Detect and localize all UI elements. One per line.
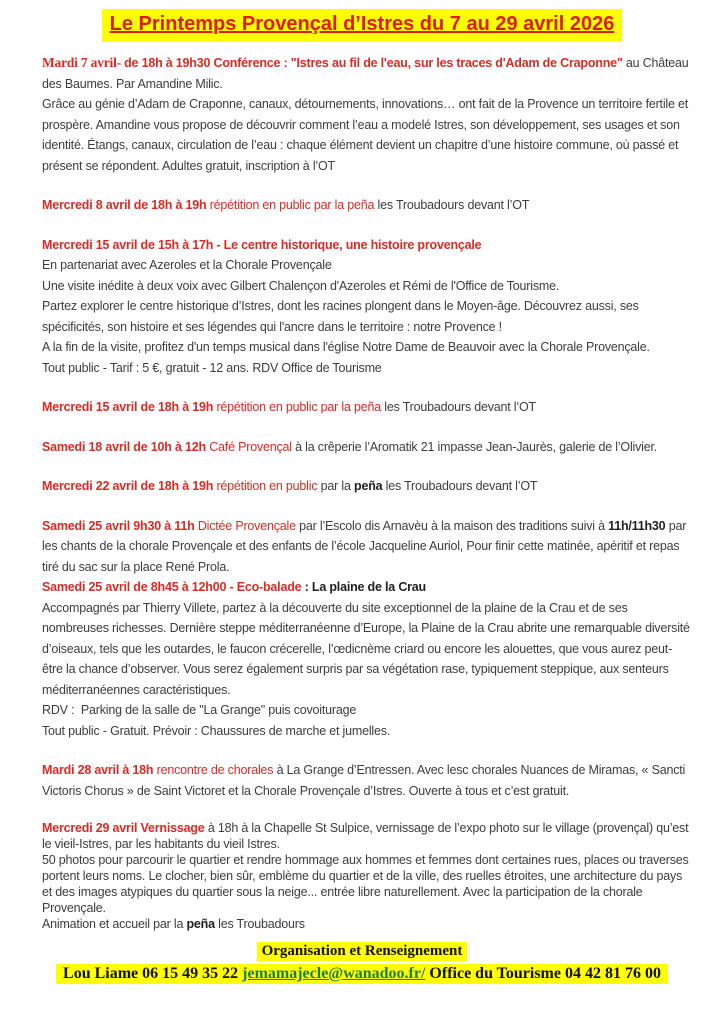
event-centre-historique-15-avril-text: Mercredi 15 avril de 15h à 17h - Le centre historique, une histoire provençale <box>42 237 482 252</box>
event-repetition-22-avril-text: Mercredi 22 avril de 18h à 19h <box>42 479 217 493</box>
event-repetition-8-avril-text: Mercredi 8 avril de 18h à 19h <box>42 198 210 212</box>
event-dictee-eco-balade-25-avril-text: 11h/11h30 <box>608 518 666 533</box>
event-vernissage-29-avril-text: les Troubadours <box>214 917 305 931</box>
event-repetition-15-avril-text: les Troubadours devant l’OT <box>384 400 536 414</box>
event-centre-historique-15-avril-text: Tout public - Tarif : 5 €, gratuit - 12 ans. RDV Office de Tourisme <box>42 360 382 375</box>
event-dictee-eco-balade-25-avril-text: : <box>301 580 312 594</box>
event-centre-historique-15-avril-text: A la fin de la visite, profitez d'un temps musical dans l'église Notre Dame de Beauvoir avec la Chorale Provençale. <box>42 340 650 354</box>
email-link[interactable]: jemamajecle@wanadoo.fr/ <box>242 965 426 982</box>
event-dictee-eco-balade-25-avril-text: Samedi 25 avril de 8h45 à 12h00 - Eco-balade <box>42 580 302 594</box>
event-rencontre-chorales-28-avril <box>42 760 692 801</box>
event-cafe-provencal-18-avril-text: Samedi 18 avril de 10h à 12h <box>42 439 210 454</box>
event-repetition-22-avril <box>42 476 692 497</box>
event-repetition-15-avril-text: Mercredi 15 avril de 18h à 19h <box>42 400 217 414</box>
event-vernissage-29-avril-text: à 18h à la Chapelle St Sulpice, vernissage de l’expo photo sur le village (provençal) qu’est le vieil-Istres, par les habitants du vieil Istres. <box>42 821 689 851</box>
event-centre-historique-15-avril <box>42 235 692 379</box>
footer-contact-text: Office du Tourisme 04 42 81 76 00 <box>425 965 661 982</box>
event-centre-historique-15-avril-text: Partez explorer le centre historique d’Istres, dont les racines plongent dans le Moyen-âge. Découvrez aussi, ses spécificités, son histoire et ses légendes qui l'ancre dans le territoire : notre Provence ! <box>42 299 639 334</box>
event-vernissage-29-avril-text: Animation et accueil par la <box>42 917 187 931</box>
event-centre-historique-15-avril-text: En partenariat avec Azeroles et la Chorale Provençale <box>42 258 332 272</box>
event-rencontre-chorales-28-avril-text: rencontre de chorales <box>156 763 277 777</box>
footer-contact-row <box>0 965 724 983</box>
title-highlight <box>102 9 623 42</box>
event-repetition-15-avril <box>42 397 692 418</box>
event-dictee-eco-balade-25-avril-text: Tout public - Gratuit. Prévoir : Chaussures de marche et jumelles. <box>42 723 391 738</box>
event-repetition-8-avril-text: répétition en public par la peña <box>209 198 378 212</box>
event-repetition-8-avril-text: les Troubadours devant l’OT <box>377 198 530 212</box>
event-vernissage-29-avril-text: 50 photos pour parcourir le quartier et rendre hommage aux hommes et femmes dont certaines rues, places ou traverses portent leurs noms. Le clocher, bien sûr, emblème du quartier et de la ville, des ruelles étroites, une architecture du pays et des images atypiques du quartier sous la neige... entrée libre naturellement. Avec la participation de la chorale Provençale. <box>42 853 689 915</box>
document-title <box>0 9 724 42</box>
event-dictee-eco-balade-25-avril-text: par les chants de la chorale Provençale et des enfants de l’école Jacqueline Auriol, Pour finir cette matinée, apéritif et repas tiré du sac sur la place René Prola. <box>42 518 687 574</box>
event-dictee-eco-balade-25-avril-text: Samedi 25 avril 9h30 à 11h <box>42 518 198 533</box>
event-dictee-eco-balade-25-avril-text: Accompagnés par Thierry Villete, partez à la découverte du site exceptionnel de la plaine de la Crau et de ses nombreuses richesses. Dernière steppe méditerranéenne d’Europe, la Plaine de la Crau abrite une remarquable diversité d’oiseaux, tels que les outardes, le faucon crécerelle, l’œdicnème criard ou encore les alouettes, que vous aurez peut-être la chance d’observer. Vous serez également surpris par sa végétation rase, typiquement steppique, aux senteurs méditerranéennes caractéristiques. <box>42 600 690 697</box>
event-conference-7-avril-text: Grâce au génie d’Adam de Craponne, canaux, détournements, innovations… ont fait de la Provence un territoire fertile et prospère. Amandine vous propose de découvrir comment l’eau a modelé Istres, son développement, ses usages et son identité. Étangs, canaux, circulation de l’eau : chaque élément devient un chapitre d’une histoire commune, où passé et présent se répondent. Adultes gratuit, inscription à l’OT <box>42 97 689 173</box>
event-rencontre-chorales-28-avril-text: Mardi 28 avril à 18h <box>42 763 157 777</box>
event-repetition-22-avril-text: répétition en public <box>216 479 321 493</box>
event-dictee-eco-balade-25-avril <box>42 516 692 742</box>
event-cafe-provencal-18-avril-text: à la crêperie l’Aromatik 21 impasse Jean-Jaurès, galerie de l’Olivier. <box>295 439 658 454</box>
event-rencontre-chorales-28-avril-text: à La Grange d’Entressen. Avec lesc chorales Nuances de Miramas, « Sancti Victoris Chorus » de Saint Victoret et la Chorale Provençale d’Istres. Ouverte à tous et c’est gratuit. <box>42 763 686 798</box>
event-vernissage-29-avril-text: Mercredi 29 avril Vernissage <box>42 821 208 835</box>
event-conference-7-avril <box>42 53 692 176</box>
event-repetition-8-avril <box>42 195 692 216</box>
event-repetition-22-avril-text: par la <box>320 479 355 493</box>
event-conference-7-avril-text: de 18h à 19h30 Conférence : "Istres au fil de l'eau, sur les traces d'Adam de Craponne" <box>124 56 623 70</box>
event-conference-7-avril-text: au Château des Baumes. Par Amandine Milic. <box>42 56 689 91</box>
event-dictee-eco-balade-25-avril-text: RDV : Parking de la salle de "La Grange" puis covoiturage <box>42 703 357 717</box>
footer-heading-row <box>0 942 724 960</box>
event-repetition-15-avril-text: répétition en public par la peña <box>216 400 385 414</box>
event-dictee-eco-balade-25-avril-text: Dictée Provençale <box>197 518 300 533</box>
event-vernissage-29-avril-text: peña <box>186 917 215 931</box>
event-dictee-eco-balade-25-avril-text: La plaine de la Crau <box>311 580 426 594</box>
event-conference-7-avril-text: Mardi 7 avril- <box>42 55 125 70</box>
footer-contact-text: Lou Liame 06 15 49 35 22 <box>63 965 243 982</box>
title-text: Le Printemps Provençal d’Istres du 7 au 29 avril 2026 <box>109 13 615 35</box>
document-body <box>0 53 724 932</box>
event-cafe-provencal-18-avril <box>42 437 692 458</box>
event-dictee-eco-balade-25-avril-text: par l’Escolo dis Arnavèu à la maison des traditions suivi à <box>299 518 609 533</box>
event-vernissage-29-avril <box>42 820 692 932</box>
event-centre-historique-15-avril-text: Une visite inédite à deux voix avec Gilbert Chalençon d'Azeroles et Rémi de l'Office de Tourisme. <box>42 278 560 293</box>
footer-contact-line <box>56 964 668 984</box>
footer-heading: Organisation et Renseignement <box>257 942 468 961</box>
document-footer <box>0 942 724 983</box>
event-repetition-22-avril-text: les Troubadours devant l’OT <box>382 479 538 493</box>
event-repetition-22-avril-text: peña <box>354 479 383 493</box>
event-cafe-provencal-18-avril-text: Café Provençal <box>209 439 296 454</box>
